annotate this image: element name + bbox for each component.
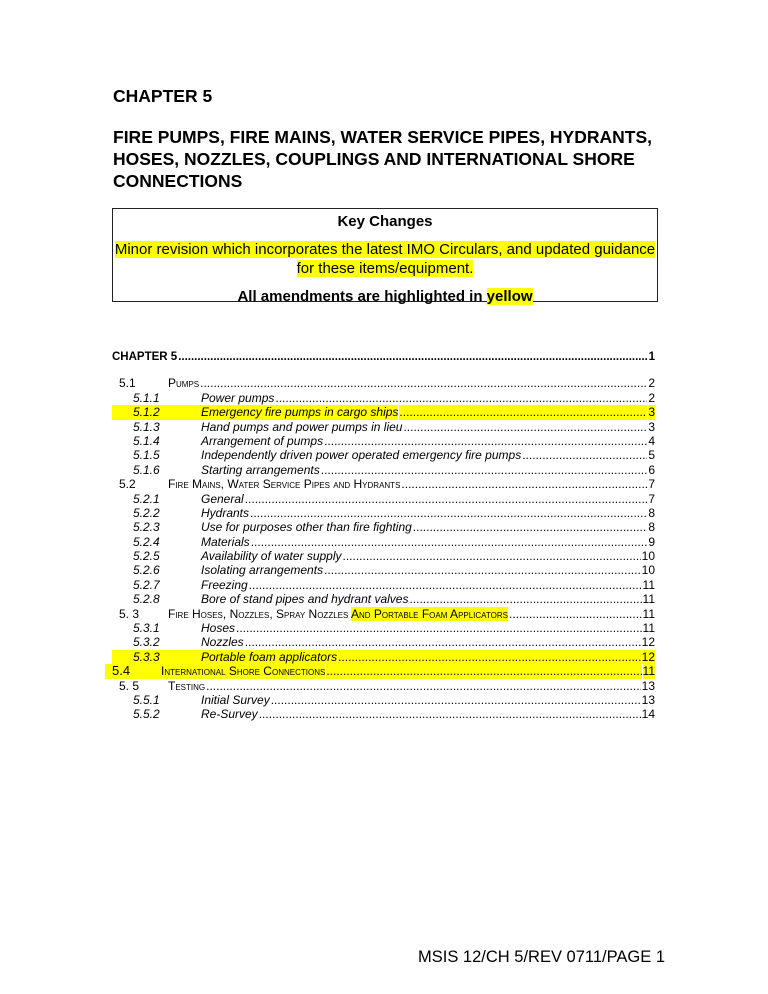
toc-row-5-2-3[interactable]: [112, 520, 655, 534]
toc-page: 14: [641, 707, 655, 722]
page-footer: MSIS 12/CH 5/REV 0711/PAGE 1: [418, 948, 666, 966]
toc-row-5-3-1[interactable]: [112, 621, 655, 635]
toc-number: 5.1.2: [112, 405, 201, 419]
toc-number: 5.1.1: [133, 390, 160, 405]
toc-row-5-2[interactable]: [112, 477, 655, 491]
toc-title: Power pumps: [201, 390, 275, 405]
toc-leader-dots: [326, 664, 641, 678]
toc-number: 5.3.3: [112, 650, 201, 664]
toc-page: 13: [641, 692, 655, 707]
toc-number: 5.2.4: [133, 534, 160, 549]
toc-title: Hand pumps and power pumps in lieu: [201, 419, 403, 434]
toc-leader-dots: [338, 650, 641, 664]
toc-page: 10: [641, 549, 655, 564]
toc-number: 5.2.3: [133, 520, 160, 535]
toc-number: 5.2: [119, 477, 136, 492]
key-changes-description-text: Minor revision which incorporates the latest IMO Circulars, and updated guidance for these items/equipment.: [114, 241, 656, 277]
toc-number: 5. 3: [119, 606, 140, 621]
toc-number: 5.1.5: [133, 448, 160, 463]
toc-row-5-1-3[interactable]: [112, 420, 655, 434]
table-of-contents: [112, 350, 655, 722]
toc-page: 9: [648, 534, 655, 549]
chapter-title: FIRE PUMPS, FIRE MAINS, WATER SERVICE PIPES, HYDRANTS, HOSES, NOZZLES, COUPLINGS AND INTERNATIONAL SHORE CONNECTIONS: [113, 127, 653, 191]
toc-number: 5.3.2: [133, 635, 160, 650]
toc-row-5-5-1[interactable]: [112, 693, 655, 707]
toc-page: 13: [641, 678, 655, 693]
toc-number: 5.2.8: [133, 592, 160, 607]
toc-row-5-1-1[interactable]: [112, 391, 655, 405]
key-changes-description: [113, 240, 657, 278]
toc-number: 5.5.2: [133, 707, 160, 722]
toc-page: 7: [648, 491, 655, 506]
toc-leader-dots: [399, 405, 647, 419]
toc-row-5-1-5[interactable]: [112, 448, 655, 462]
toc-leader-dots: [401, 477, 647, 491]
toc-title: Initial Survey: [201, 692, 270, 707]
toc-leader-dots: [403, 420, 647, 434]
toc-row-5-3[interactable]: [112, 607, 655, 621]
toc-row-5-1-2[interactable]: [112, 405, 655, 419]
amendments-note-highlight: yellow: [486, 288, 533, 305]
toc-title-plain: Fire Hoses, Nozzles, Spray Nozzles: [168, 606, 351, 621]
toc-title: Availability of water supply: [201, 549, 342, 564]
toc-row-5-3-2[interactable]: [112, 635, 655, 649]
toc-row-5-2-1[interactable]: [112, 492, 655, 506]
toc-number: 5. 5: [119, 678, 140, 693]
toc-page: 3: [648, 419, 655, 434]
toc-number: 5.1.4: [133, 433, 160, 448]
toc-title: Testing: [168, 678, 206, 693]
toc-title: Isolating arrangements: [201, 563, 324, 578]
toc-number: 5.1: [119, 376, 136, 391]
toc-leader-dots: [409, 592, 641, 606]
toc-page: 11: [642, 592, 655, 607]
toc-title-highlight: And Portable Foam Applicators: [351, 606, 509, 621]
toc-number: 5.2.2: [133, 505, 160, 520]
toc-page: 4: [648, 433, 655, 448]
toc-row-5-4[interactable]: [105, 664, 655, 678]
toc-leader-dots: [251, 535, 648, 549]
toc-number: 5.1.6: [133, 462, 160, 477]
toc-row-5-1[interactable]: [112, 376, 655, 390]
toc-leader-dots: [413, 520, 648, 534]
toc-number: 5.2.6: [133, 563, 160, 578]
toc-title: [168, 607, 508, 621]
toc-leader-dots: [249, 578, 642, 592]
toc-row-5-2-4[interactable]: [112, 535, 655, 549]
toc-title: Emergency fire pumps in cargo ships: [201, 405, 399, 420]
toc-number: 5.4: [105, 664, 161, 678]
toc-row-5-5-2[interactable]: [112, 707, 655, 721]
toc-number: 5.5.1: [133, 692, 160, 707]
toc-row-5-2-8[interactable]: [112, 592, 655, 606]
toc-number: 5.2.5: [133, 549, 160, 564]
toc-title: Freezing: [201, 577, 248, 592]
toc-title: General: [201, 491, 244, 506]
toc-number: 5.2.7: [133, 577, 160, 592]
toc-title: Arrangement of pumps: [201, 433, 324, 448]
toc-page: 6: [648, 462, 655, 477]
amendments-note: [113, 288, 657, 305]
toc-page: 11: [642, 606, 655, 621]
chapter-heading: CHAPTER 5: [113, 86, 213, 106]
toc-title: Re-Survey: [201, 707, 258, 722]
toc-leader-dots: [522, 448, 647, 462]
toc-page: 3: [648, 405, 655, 420]
toc-title: Pumps: [168, 376, 200, 391]
toc-row-5-1-4[interactable]: [112, 434, 655, 448]
toc-row-5-2-5[interactable]: [112, 549, 655, 563]
toc-page: 7: [648, 477, 655, 492]
toc-title: Hoses: [201, 621, 236, 636]
toc-number: 5.3.1: [133, 621, 160, 636]
toc-page: 2: [648, 376, 655, 391]
toc-leader-dots: [206, 679, 641, 693]
toc-title: Independently driven power operated emergency fire pumps: [201, 448, 522, 463]
toc-leader-dots: [324, 434, 647, 448]
toc-page: 5: [648, 448, 655, 463]
toc-leader-dots: [321, 463, 648, 477]
toc-number: 5.2.1: [133, 491, 160, 506]
key-changes-heading: Key Changes: [337, 213, 433, 230]
toc-leader-dots: [259, 707, 641, 721]
toc-page: 11: [642, 577, 655, 592]
toc-leader-dots: [250, 506, 647, 520]
toc-title: Fire Mains, Water Service Pipes and Hydrants: [168, 477, 401, 492]
toc-number: 5.1.3: [133, 419, 160, 434]
toc-chapter-row[interactable]: [112, 350, 655, 364]
toc-leader-dots: [245, 635, 641, 649]
toc-row-5-1-6[interactable]: [112, 463, 655, 477]
toc-page: 11: [642, 621, 655, 636]
toc-page: 8: [648, 520, 655, 535]
toc-row-5-3-3[interactable]: [112, 650, 655, 664]
toc-leader-dots: [343, 549, 641, 563]
toc-leader-dots: [236, 621, 642, 635]
toc-row-5-2-7[interactable]: [112, 578, 655, 592]
toc-title: Materials: [201, 534, 250, 549]
toc-row-5-5[interactable]: [112, 679, 655, 693]
toc-leader-dots: [324, 563, 641, 577]
toc-title: Hydrants: [201, 505, 250, 520]
toc-row-5-2-6[interactable]: [112, 563, 655, 577]
toc-leader-dots: [509, 607, 642, 621]
key-changes-box: [112, 208, 658, 305]
toc-page: 12: [641, 649, 655, 664]
toc-title: International Shore Connections: [161, 664, 326, 679]
toc-page: 2: [648, 390, 655, 405]
toc-page: 1: [648, 351, 655, 363]
toc-title: Starting arrangements: [201, 462, 320, 477]
toc-page: 8: [648, 505, 655, 520]
toc-page: 10: [641, 563, 655, 578]
toc-page: 11: [642, 664, 655, 679]
toc-leader-dots: [245, 492, 648, 506]
toc-title: Use for purposes other than fire fighting: [201, 520, 412, 535]
toc-leader-dots: [275, 391, 647, 405]
toc-title: Bore of stand pipes and hydrant valves: [201, 592, 409, 607]
toc-leader-dots: [271, 693, 641, 707]
toc-row-5-2-2[interactable]: [112, 506, 655, 520]
toc-page: 12: [641, 635, 655, 650]
toc-leader-dots: [178, 350, 647, 364]
toc-title: CHAPTER 5: [112, 351, 178, 363]
toc-title: Nozzles: [201, 635, 244, 650]
toc-title: Portable foam applicators: [201, 649, 338, 664]
toc-leader-dots: [200, 376, 647, 390]
amendments-note-prefix: All amendments are highlighted in: [237, 288, 487, 305]
